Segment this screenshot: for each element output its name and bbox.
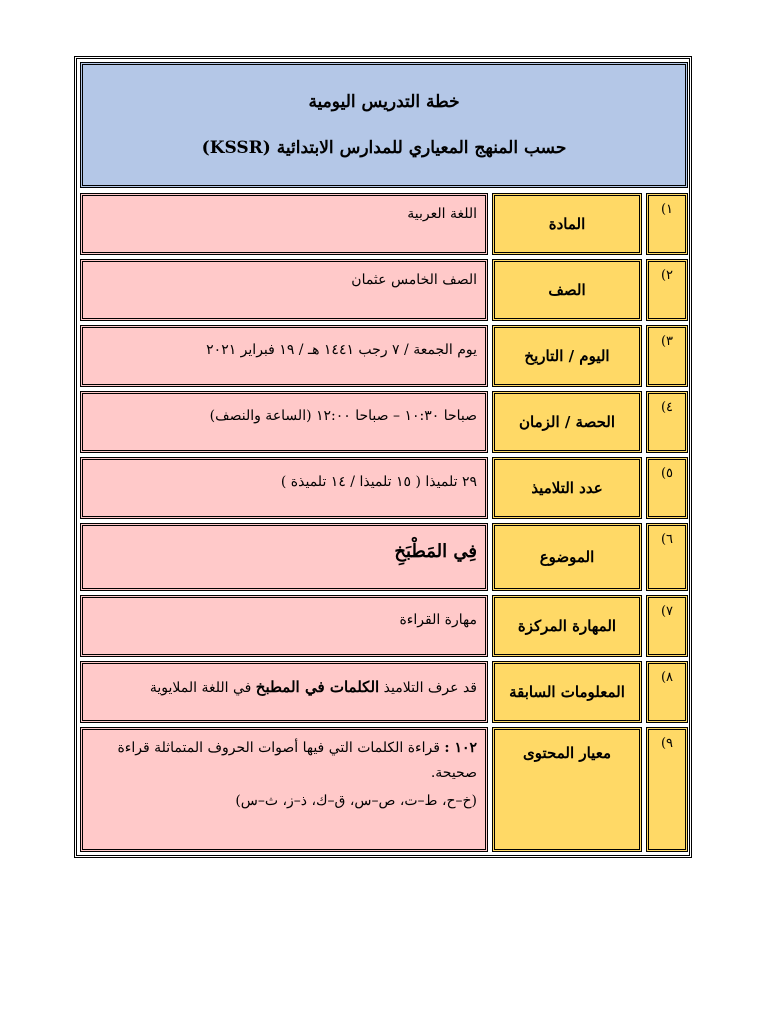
letter-pairs: (خ–ح، ط–ت، ص–س، ق–ك، ذ–ز، ث–س) xyxy=(235,793,477,809)
row-label-class: الصف xyxy=(492,259,642,321)
row-value-class xyxy=(80,259,488,321)
row-number: ٢) xyxy=(646,259,688,321)
row-number: ٧) xyxy=(646,595,688,657)
row-number: ٤) xyxy=(646,391,688,453)
row-number: ٣) xyxy=(646,325,688,387)
row-label-students: عدد التلاميذ xyxy=(492,457,642,519)
table-header xyxy=(80,62,688,188)
row-number: ٥) xyxy=(646,457,688,519)
row-value-text: اللغة العربية xyxy=(407,206,477,222)
row-label-subject: المادة xyxy=(492,193,642,255)
row-value-prior-knowledge xyxy=(80,661,488,723)
row-value-text: قراءة الكلمات التي فيها أصوات الحروف المتماثلة قراءة صحيحة. xyxy=(117,740,477,781)
row-value-text: صباحا ١٠:٣٠ – صباحا ١٢:٠٠ (الساعة والنصف) xyxy=(209,408,477,424)
row-label-date: اليوم / التاريخ xyxy=(492,325,642,387)
row-number: ٩) xyxy=(646,727,688,852)
row-number: ١) xyxy=(646,193,688,255)
row-label-skill: المهارة المركزة xyxy=(492,595,642,657)
row-value-text: ٢٩ تلميذا ( ١٥ تلميذا / ١٤ تلميذة ) xyxy=(280,474,477,490)
row-value-skill xyxy=(80,595,488,657)
row-value-students xyxy=(80,457,488,519)
row-number: ٨) xyxy=(646,661,688,723)
row-value-text: قد عرف التلاميذ xyxy=(379,680,477,696)
row-number: ٦) xyxy=(646,523,688,591)
row-value-topic xyxy=(80,523,488,591)
row-value-date xyxy=(80,325,488,387)
row-label-prior-knowledge: المعلومات السابقة xyxy=(492,661,642,723)
row-value-text: يوم الجمعة / ٧ رجب ١٤٤١ هـ / ١٩ فبراير ٢٠٢١ xyxy=(206,342,477,358)
row-value-subject xyxy=(80,193,488,255)
row-value-text: الصف الخامس عثمان xyxy=(351,272,477,288)
row-value-emphasis: الكلمات في المطبخ xyxy=(255,678,380,696)
row-value-period xyxy=(80,391,488,453)
row-label-content-standard: معيار المحتوى xyxy=(492,727,642,852)
standard-code: ١٠٢ : xyxy=(444,740,477,756)
document-subtitle: حسب المنهج المعياري للمدارس الابتدائية (KSSR) xyxy=(201,138,567,158)
row-value-text: فِي المَطْبَخِ xyxy=(394,541,477,562)
row-value-content-standard xyxy=(80,727,488,852)
row-value-text: في اللغة الملايوية xyxy=(149,680,256,696)
row-label-period: الحصة / الزمان xyxy=(492,391,642,453)
document-title: خطة التدريس اليومية xyxy=(308,92,460,112)
row-label-topic: الموضوع xyxy=(492,523,642,591)
row-value-text: مهارة القراءة xyxy=(399,612,477,628)
